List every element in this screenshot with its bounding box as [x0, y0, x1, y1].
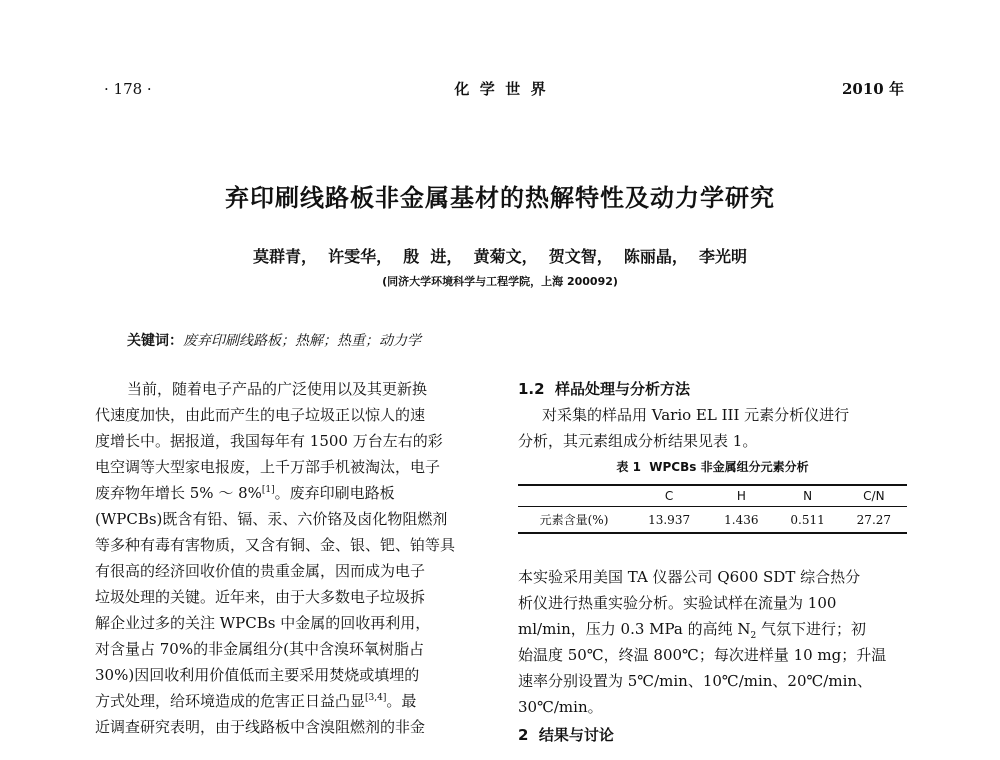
element-table: [518, 484, 907, 534]
body-line: 度增长中。据报道，我国每年有 1500 万台左右的彩: [95, 432, 443, 450]
body-text: 方式处理，给环境造成的危害正日益凸显: [95, 692, 366, 710]
table-cell: 元素含量(%): [518, 507, 630, 534]
subscript: 2: [750, 631, 757, 641]
body-line: 对采集的样品用 Vario EL III 元素分析仪进行: [542, 406, 850, 424]
section-heading: 1.2 样品处理与分析方法: [518, 380, 691, 398]
table-header-cell: C/N: [841, 485, 907, 507]
body-text: ml/min，压力 0.3 MPa 的高纯 N: [518, 620, 751, 638]
body-text: 气氛下进行；初: [756, 620, 867, 638]
citation: [3,4]: [365, 693, 387, 703]
body-line: 电空调等大型家电报废，上千万部手机被淘汰，电子: [95, 458, 441, 476]
table-caption: 表 1 WPCBs 非金属组分元素分析: [616, 460, 809, 474]
citation: [1]: [261, 485, 275, 495]
table-header-cell: C: [630, 485, 708, 507]
body-line: (WPCBs)既含有铅、镉、汞、六价铬及卤化物阻燃剂: [95, 510, 448, 528]
body-line: 等多种有毒有害物质，又含有铜、金、银、钯、铂等具: [95, 536, 456, 554]
body-text: 。最: [386, 692, 417, 710]
body-text: 。废弃印刷电路板: [274, 484, 395, 502]
body-line: [95, 482, 395, 503]
keywords-value: 废弃印刷线路板；热解；热重；动力学: [183, 333, 421, 349]
table-header-row: [518, 485, 907, 507]
article-title: 弃印刷线路板非金属基材的热解特性及动力学研究: [225, 184, 775, 212]
body-line: 速率分别设置为 5℃/min、10℃/min、20℃/min、: [518, 672, 873, 690]
body-line: 近调查研究表明，由于线路板中含溴阻燃剂的非金: [95, 718, 426, 736]
table-cell: 0.511: [774, 507, 840, 534]
body-line: 解企业过多的关注 WPCBs 中金属的回收再利用，: [95, 614, 431, 632]
affiliation: (同济大学环境科学与工程学院，上海 200092): [382, 275, 618, 288]
body-line: [95, 690, 416, 711]
table-cell: 27.27: [841, 507, 907, 534]
body-line: 对含量占 70%的非金属组分(其中含溴环氧树脂占: [95, 640, 424, 658]
keywords: [127, 330, 421, 350]
body-line: 垃圾处理的关键。近年来，由于大多数电子垃圾拆: [95, 588, 426, 606]
journal-name: 化 学 世 界: [454, 80, 546, 98]
table-row: [518, 507, 907, 534]
table-header-cell: H: [708, 485, 774, 507]
body-line: 分析，其元素组成分析结果见表 1。: [518, 432, 758, 450]
body-text: 废弃物年增长 5% ～ 8%: [95, 484, 262, 502]
table-cell: 13.937: [630, 507, 708, 534]
body-line: 析仪进行热重实验分析。实验试样在流量为 100: [518, 594, 837, 612]
body-line: 本实验采用美国 TA 仪器公司 Q600 SDT 综合热分: [518, 568, 861, 586]
section-heading: 2 结果与讨论: [518, 726, 614, 744]
body-line: 始温度 50℃，终温 800℃；每次进样量 10 mg；升温: [518, 646, 887, 664]
table-header-cell: N: [774, 485, 840, 507]
table-cell: 1.436: [708, 507, 774, 534]
body-line: 当前，随着电子产品的广泛使用以及其更新换: [127, 380, 428, 398]
publication-year: 2010 年: [842, 80, 904, 98]
table-header-cell: [518, 485, 630, 507]
body-line: 30%)因回收利用价值低而主要采用焚烧或填埋的: [95, 666, 420, 684]
page-number: · 178 ·: [104, 80, 152, 98]
body-line: 30℃/min。: [518, 698, 603, 716]
author-list: 莫群青， 许雯华， 殷 进， 黄菊文， 贺文智， 陈丽晶， 李光明: [253, 247, 747, 266]
body-line: [518, 618, 866, 641]
keywords-label: 关键词：: [127, 333, 183, 349]
body-line: 有很高的经济回收价值的贵重金属，因而成为电子: [95, 562, 426, 580]
body-line: 代速度加快，由此而产生的电子垃圾正以惊人的速: [95, 406, 426, 424]
